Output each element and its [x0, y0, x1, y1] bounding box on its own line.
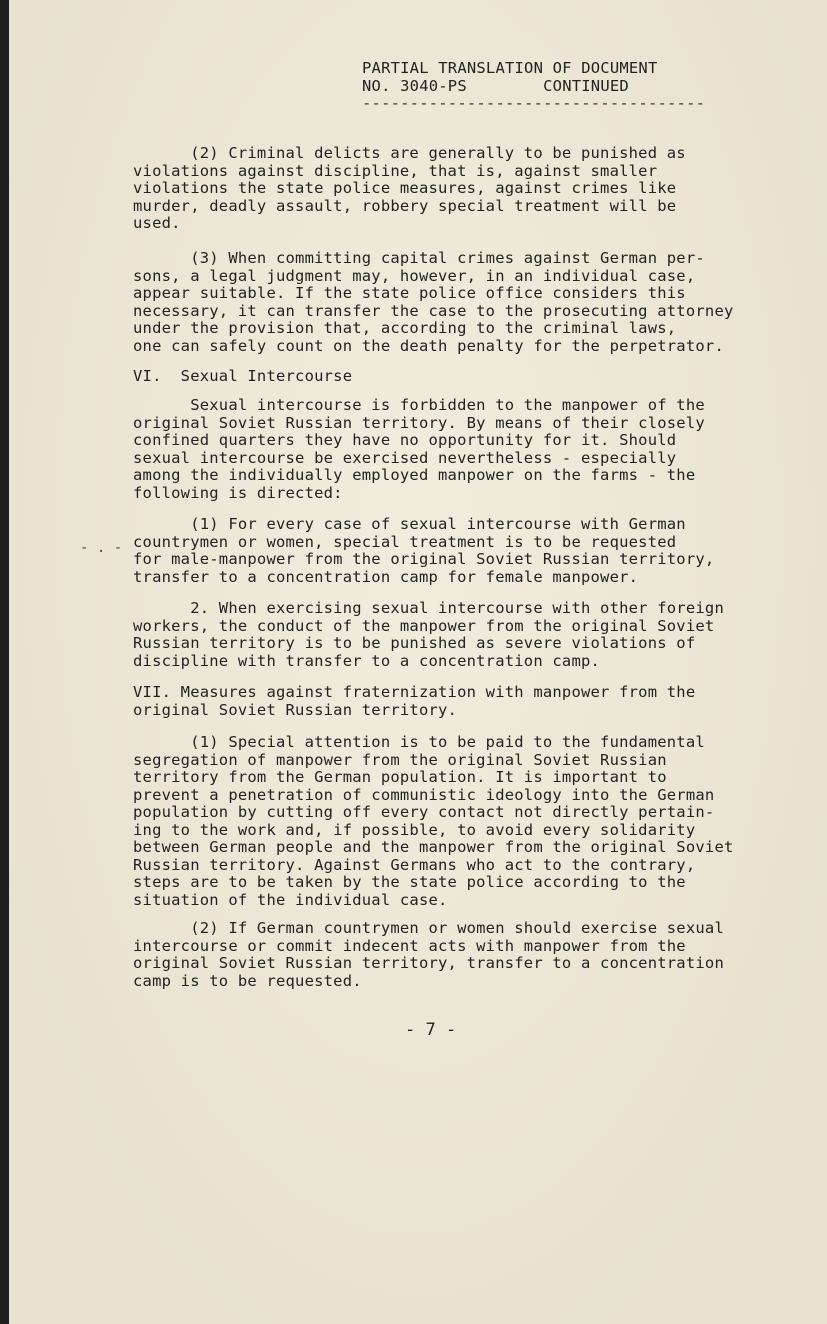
- paragraph-capital-crimes: (3) When committing capital crimes against German per- sons, a legal judgment may, however, in an individual case, appear suitable. If the state police office considers this necessary, it can transfer the case to the prosecuting attorney under the provision that, according to the criminal laws, one can safely count on the death penalty for the perpetrator.: [133, 249, 734, 355]
- page-number: - 7 -: [405, 1020, 457, 1040]
- paragraph-segregation: (1) Special attention is to be paid to the fundamental segregation of manpower from the original Soviet Russian territory from the German population. It is important to prevent a penetration of communistic ideology into the German population by cutting off every contact not directly pertain- ing to the work and, if possible, to avoid every solidarity between German people and the manpower from the original Soviet Russian territory. Against Germans who act to the contrary, steps are to be taken by the state police according to the situation of the individual case.: [133, 733, 734, 909]
- paragraph-sexual-intercourse: Sexual intercourse is forbidden to the manpower of the original Soviet Russian territory. By means of their closely confined quarters they have no opportunity for it. Should sexual intercourse be exercised nevertheless - especially among the individually employed manpower on the farms - the following is directed:: [133, 396, 705, 502]
- document-header: [362, 60, 705, 113]
- header-doc-number: NO. 3040-PS: [362, 76, 467, 95]
- header-rule: ------------------------------------: [362, 94, 706, 112]
- paragraph-foreign-workers: 2. When exercising sexual intercourse with other foreign workers, the conduct of the manpower from the original Soviet Russian territory is to be punished as severe violations of discipline with transfer to a concentration camp.: [133, 599, 724, 670]
- margin-mark: - . -: [80, 540, 123, 556]
- header-title: PARTIAL TRANSLATION OF DOCUMENT: [362, 59, 658, 77]
- paragraph-transfer-request: (2) If German countrymen or women should exercise sexual intercourse or commit indecent acts with manpower from the original Soviet Russian territory, transfer to a concentration camp is to be requested.: [133, 919, 724, 990]
- paragraph-criminal-delicts: (2) Criminal delicts are generally to be punished as violations against discipline, that is, against smaller violations the state police measures, against crimes like murder, deadly assault, robbery special treatment will be used.: [133, 144, 686, 232]
- section-heading-vii: VII. Measures against fraternization with manpower from the original Soviet Russian territory.: [133, 683, 696, 719]
- binding-edge: [0, 0, 9, 1324]
- paragraph-german-countrymen: (1) For every case of sexual intercourse with German countrymen or women, special treatment is to be requested for male-manpower from the original Soviet Russian territory, transfer to a concentration camp for female manpower.: [133, 515, 715, 586]
- header-continued: CONTINUED: [543, 76, 629, 95]
- section-heading-vi: VI. Sexual Intercourse: [133, 367, 353, 385]
